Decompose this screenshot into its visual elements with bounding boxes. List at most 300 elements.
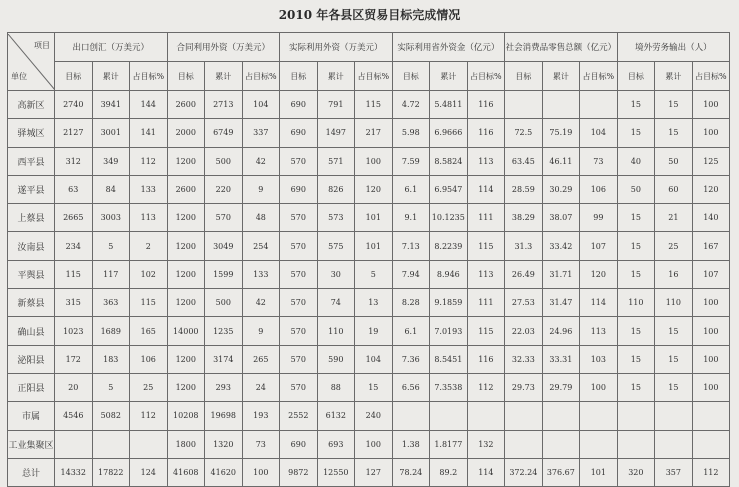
table-cell: 100 xyxy=(692,289,730,317)
table-cell: 24.96 xyxy=(542,317,580,345)
table-cell: 133 xyxy=(130,175,168,203)
table-cell: 7.36 xyxy=(392,345,430,373)
table-cell: 234 xyxy=(55,232,93,260)
table-cell: 320 xyxy=(617,458,655,486)
table-cell: 193 xyxy=(242,402,280,430)
subheader-cumulative: 累计 xyxy=(317,62,355,91)
table-cell: 349 xyxy=(92,147,130,175)
table-cell: 17822 xyxy=(92,458,130,486)
table-cell xyxy=(692,402,730,430)
table-cell: 1320 xyxy=(205,430,243,458)
subheader-target: 目标 xyxy=(280,62,318,91)
table-cell: 1235 xyxy=(205,317,243,345)
table-cell: 48 xyxy=(242,204,280,232)
table-cell: 7.94 xyxy=(392,260,430,288)
table-cell: 111 xyxy=(467,289,505,317)
table-cell: 15 xyxy=(655,373,693,401)
table-cell: 570 xyxy=(280,373,318,401)
table-cell: 103 xyxy=(580,345,618,373)
table-cell xyxy=(505,91,543,119)
table-cell: 12550 xyxy=(317,458,355,486)
table-cell: 21 xyxy=(655,204,693,232)
table-cell: 172 xyxy=(55,345,93,373)
table-cell: 693 xyxy=(317,430,355,458)
table-cell: 9872 xyxy=(280,458,318,486)
table-cell: 33.31 xyxy=(542,345,580,373)
table-cell: 9 xyxy=(242,317,280,345)
table-cell: 15 xyxy=(617,345,655,373)
table-cell: 2127 xyxy=(55,119,93,147)
table-cell: 690 xyxy=(280,119,318,147)
table-cell: 112 xyxy=(467,373,505,401)
table-cell: 2600 xyxy=(167,175,205,203)
table-cell: 106 xyxy=(580,175,618,203)
table-cell: 113 xyxy=(580,317,618,345)
table-cell: 573 xyxy=(317,204,355,232)
table-cell: 570 xyxy=(280,147,318,175)
table-row xyxy=(8,289,730,317)
table-cell: 141 xyxy=(130,119,168,147)
row-unit-label: 西平县 xyxy=(8,147,55,175)
table-cell: 78.24 xyxy=(392,458,430,486)
subheader-cumulative: 累计 xyxy=(430,62,468,91)
table-cell: 240 xyxy=(355,402,393,430)
table-cell: 8.2239 xyxy=(430,232,468,260)
table-cell: 791 xyxy=(317,91,355,119)
table-cell: 363 xyxy=(92,289,130,317)
table-cell: 16 xyxy=(655,260,693,288)
table-cell: 132 xyxy=(467,430,505,458)
table-cell: 100 xyxy=(580,373,618,401)
table-cell: 6132 xyxy=(317,402,355,430)
table-cell: 113 xyxy=(467,260,505,288)
table-row xyxy=(8,91,730,119)
table-cell: 125 xyxy=(692,147,730,175)
table-cell: 13 xyxy=(355,289,393,317)
table-cell: 133 xyxy=(242,260,280,288)
table-row xyxy=(8,260,730,288)
table-cell: 2665 xyxy=(55,204,93,232)
table-cell: 6.9547 xyxy=(430,175,468,203)
row-unit-label: 总计 xyxy=(8,458,55,486)
table-cell: 1689 xyxy=(92,317,130,345)
table-cell: 111 xyxy=(467,204,505,232)
table-cell xyxy=(617,402,655,430)
table-cell: 7.3538 xyxy=(430,373,468,401)
table-cell: 1497 xyxy=(317,119,355,147)
table-row xyxy=(8,119,730,147)
table-cell: 41620 xyxy=(205,458,243,486)
table-cell: 46.11 xyxy=(542,147,580,175)
table-row xyxy=(8,402,730,430)
table-cell: 5 xyxy=(92,373,130,401)
table-cell: 100 xyxy=(692,317,730,345)
table-cell xyxy=(392,402,430,430)
table-cell: 575 xyxy=(317,232,355,260)
table-cell: 99 xyxy=(580,204,618,232)
table-cell: 115 xyxy=(130,289,168,317)
table-cell: 3003 xyxy=(92,204,130,232)
table-cell: 5 xyxy=(355,260,393,288)
table-cell: 100 xyxy=(692,373,730,401)
group-header-export: 出口创汇（万美元） xyxy=(55,33,168,62)
table-cell: 29.73 xyxy=(505,373,543,401)
table-cell: 31.71 xyxy=(542,260,580,288)
table-cell xyxy=(505,430,543,458)
table-cell: 7.59 xyxy=(392,147,430,175)
table-cell: 41608 xyxy=(167,458,205,486)
row-unit-label: 确山县 xyxy=(8,317,55,345)
table-row xyxy=(8,175,730,203)
table-cell: 8.946 xyxy=(430,260,468,288)
table-cell: 15 xyxy=(355,373,393,401)
table-cell: 165 xyxy=(130,317,168,345)
table-cell xyxy=(617,430,655,458)
table-cell: 63 xyxy=(55,175,93,203)
table-cell: 1200 xyxy=(167,345,205,373)
table-cell: 104 xyxy=(355,345,393,373)
table-cell xyxy=(430,402,468,430)
table-cell: 15 xyxy=(617,119,655,147)
table-cell: 100 xyxy=(692,91,730,119)
row-unit-label: 上蔡县 xyxy=(8,204,55,232)
table-cell: 690 xyxy=(280,175,318,203)
table-cell: 15 xyxy=(655,317,693,345)
table-cell: 110 xyxy=(317,317,355,345)
table-cell: 29.79 xyxy=(542,373,580,401)
table-cell: 63.45 xyxy=(505,147,543,175)
table-cell xyxy=(655,402,693,430)
table-cell: 372.24 xyxy=(505,458,543,486)
table-cell: 15 xyxy=(655,91,693,119)
table-cell xyxy=(130,430,168,458)
table-cell: 104 xyxy=(242,91,280,119)
table-cell: 14000 xyxy=(167,317,205,345)
table-cell: 312 xyxy=(55,147,93,175)
table-cell: 7.0193 xyxy=(430,317,468,345)
table-cell: 104 xyxy=(580,119,618,147)
table-cell: 30 xyxy=(317,260,355,288)
table-cell: 3941 xyxy=(92,91,130,119)
table-cell: 114 xyxy=(467,458,505,486)
table-cell: 570 xyxy=(280,204,318,232)
table-cell: 144 xyxy=(130,91,168,119)
table-cell: 127 xyxy=(355,458,393,486)
table-cell: 570 xyxy=(280,289,318,317)
table-cell: 15 xyxy=(655,119,693,147)
table-cell xyxy=(542,402,580,430)
table-row xyxy=(8,373,730,401)
table-cell xyxy=(580,402,618,430)
subheader-percent: 占目标% xyxy=(467,62,505,91)
table-cell: 1200 xyxy=(167,289,205,317)
table-cell: 15 xyxy=(655,345,693,373)
table-cell: 38.29 xyxy=(505,204,543,232)
group-header-actual-fdi: 实际利用外资（万美元） xyxy=(280,33,393,62)
table-cell: 570 xyxy=(280,345,318,373)
table-cell: 31.47 xyxy=(542,289,580,317)
table-cell: 25 xyxy=(130,373,168,401)
subheader-percent: 占目标% xyxy=(242,62,280,91)
table-cell: 100 xyxy=(692,119,730,147)
table-cell: 1.38 xyxy=(392,430,430,458)
table-cell: 120 xyxy=(580,260,618,288)
row-unit-label: 正阳县 xyxy=(8,373,55,401)
table-row xyxy=(8,147,730,175)
table-row xyxy=(8,204,730,232)
table-cell xyxy=(542,430,580,458)
table-cell: 167 xyxy=(692,232,730,260)
table-cell: 570 xyxy=(280,260,318,288)
table-cell: 3001 xyxy=(92,119,130,147)
table-cell: 114 xyxy=(580,289,618,317)
subheader-target: 目标 xyxy=(392,62,430,91)
table-cell: 112 xyxy=(130,402,168,430)
table-cell: 26.49 xyxy=(505,260,543,288)
table-cell: 100 xyxy=(355,430,393,458)
table-cell: 9.1 xyxy=(392,204,430,232)
table-cell: 42 xyxy=(242,147,280,175)
table-cell: 2740 xyxy=(55,91,93,119)
table-cell: 8.5451 xyxy=(430,345,468,373)
row-unit-label: 市属 xyxy=(8,402,55,430)
table-cell: 20 xyxy=(55,373,93,401)
table-cell: 2600 xyxy=(167,91,205,119)
table-cell: 1599 xyxy=(205,260,243,288)
table-cell: 5.4811 xyxy=(430,91,468,119)
table-cell xyxy=(542,91,580,119)
table-cell: 9.1859 xyxy=(430,289,468,317)
table-cell: 2000 xyxy=(167,119,205,147)
table-cell: 102 xyxy=(130,260,168,288)
table-cell: 293 xyxy=(205,373,243,401)
table-row xyxy=(8,345,730,373)
row-unit-label: 平舆县 xyxy=(8,260,55,288)
table-cell: 826 xyxy=(317,175,355,203)
table-cell: 110 xyxy=(655,289,693,317)
table-cell: 124 xyxy=(130,458,168,486)
table-cell: 88 xyxy=(317,373,355,401)
subheader-cumulative: 累计 xyxy=(655,62,693,91)
table-cell: 1200 xyxy=(167,147,205,175)
row-unit-label: 高新区 xyxy=(8,91,55,119)
table-cell: 112 xyxy=(692,458,730,486)
table-cell: 590 xyxy=(317,345,355,373)
table-cell: 5 xyxy=(92,232,130,260)
table-cell: 315 xyxy=(55,289,93,317)
table-cell: 15 xyxy=(617,373,655,401)
table-cell: 117 xyxy=(92,260,130,288)
table-cell: 120 xyxy=(692,175,730,203)
table-cell: 15 xyxy=(617,317,655,345)
subheader-target: 目标 xyxy=(167,62,205,91)
table-cell: 15 xyxy=(617,232,655,260)
table-cell: 5.98 xyxy=(392,119,430,147)
table-cell xyxy=(505,402,543,430)
table-cell: 100 xyxy=(242,458,280,486)
table-cell: 100 xyxy=(355,147,393,175)
table-cell: 1023 xyxy=(55,317,93,345)
table-cell: 114 xyxy=(467,175,505,203)
table-cell: 6.9666 xyxy=(430,119,468,147)
table-cell: 15 xyxy=(617,260,655,288)
table-cell: 500 xyxy=(205,147,243,175)
table-row xyxy=(8,317,730,345)
table-cell: 116 xyxy=(467,345,505,373)
table-cell: 115 xyxy=(467,232,505,260)
row-unit-label: 工业集聚区 xyxy=(8,430,55,458)
table-cell: 6.56 xyxy=(392,373,430,401)
table-cell: 42 xyxy=(242,289,280,317)
corner-unit-label: 单位 xyxy=(11,71,27,81)
table-cell: 19 xyxy=(355,317,393,345)
table-cell: 116 xyxy=(467,91,505,119)
group-header-contract-fdi: 合同利用外资（万美元） xyxy=(167,33,280,62)
subheader-cumulative: 累计 xyxy=(92,62,130,91)
table-cell: 25 xyxy=(655,232,693,260)
table-cell: 6749 xyxy=(205,119,243,147)
subheader-percent: 占目标% xyxy=(130,62,168,91)
corner-item-label: 项目 xyxy=(34,40,50,50)
table-cell: 32.33 xyxy=(505,345,543,373)
table-cell: 217 xyxy=(355,119,393,147)
subheader-target: 目标 xyxy=(617,62,655,91)
table-cell: 570 xyxy=(280,317,318,345)
table-cell: 22.03 xyxy=(505,317,543,345)
subheader-percent: 占目标% xyxy=(692,62,730,91)
table-cell: 337 xyxy=(242,119,280,147)
table-cell: 115 xyxy=(355,91,393,119)
table-cell: 690 xyxy=(280,430,318,458)
table-cell: 28.59 xyxy=(505,175,543,203)
subheader-target: 目标 xyxy=(55,62,93,91)
table-cell: 100 xyxy=(692,345,730,373)
table-cell: 220 xyxy=(205,175,243,203)
table-cell xyxy=(92,430,130,458)
table-cell xyxy=(467,402,505,430)
table-cell: 74 xyxy=(317,289,355,317)
table-cell: 2713 xyxy=(205,91,243,119)
table-cell: 112 xyxy=(130,147,168,175)
table-cell: 10.1235 xyxy=(430,204,468,232)
table-cell: 1200 xyxy=(167,232,205,260)
table-cell: 500 xyxy=(205,289,243,317)
table-cell: 4546 xyxy=(55,402,93,430)
table-cell xyxy=(692,430,730,458)
table-cell: 140 xyxy=(692,204,730,232)
table-cell: 10208 xyxy=(167,402,205,430)
group-header-domestic-capital: 实际利用省外资金（亿元） xyxy=(392,33,505,62)
header-corner-cell xyxy=(8,33,55,91)
row-unit-label: 驿城区 xyxy=(8,119,55,147)
table-cell: 14332 xyxy=(55,458,93,486)
group-header-retail-sales: 社会消费品零售总额（亿元） xyxy=(505,33,618,62)
table-body xyxy=(8,91,730,487)
table-cell: 3174 xyxy=(205,345,243,373)
table-cell xyxy=(580,430,618,458)
row-unit-label: 遂平县 xyxy=(8,175,55,203)
table-cell: 1.8177 xyxy=(430,430,468,458)
table-cell: 33.42 xyxy=(542,232,580,260)
table-cell: 106 xyxy=(130,345,168,373)
table-cell: 1200 xyxy=(167,204,205,232)
table-cell: 3049 xyxy=(205,232,243,260)
row-unit-label: 新蔡县 xyxy=(8,289,55,317)
table-cell: 6.1 xyxy=(392,317,430,345)
table-row xyxy=(8,430,730,458)
table-cell: 50 xyxy=(655,147,693,175)
table-cell: 40 xyxy=(617,147,655,175)
table-cell: 570 xyxy=(205,204,243,232)
table-cell: 4.72 xyxy=(392,91,430,119)
table-cell: 116 xyxy=(467,119,505,147)
table-cell: 254 xyxy=(242,232,280,260)
table-cell: 6.1 xyxy=(392,175,430,203)
table-cell: 107 xyxy=(692,260,730,288)
page-title: 2010 年各县区贸易目标完成情况 xyxy=(278,8,461,22)
table-cell: 73 xyxy=(242,430,280,458)
table-cell: 50 xyxy=(617,175,655,203)
table-cell: 19698 xyxy=(205,402,243,430)
table-cell xyxy=(655,430,693,458)
table-cell: 24 xyxy=(242,373,280,401)
table-cell: 357 xyxy=(655,458,693,486)
table-cell: 1200 xyxy=(167,373,205,401)
table-cell: 265 xyxy=(242,345,280,373)
table-cell: 27.53 xyxy=(505,289,543,317)
table-cell: 571 xyxy=(317,147,355,175)
table-cell: 84 xyxy=(92,175,130,203)
table-cell: 110 xyxy=(617,289,655,317)
table-cell: 60 xyxy=(655,175,693,203)
trade-target-table xyxy=(7,32,730,487)
table-cell: 690 xyxy=(280,91,318,119)
table-cell: 8.5824 xyxy=(430,147,468,175)
table-cell: 101 xyxy=(355,204,393,232)
table-cell: 15 xyxy=(617,91,655,119)
table-cell: 376.67 xyxy=(542,458,580,486)
subheader-cumulative: 累计 xyxy=(542,62,580,91)
table-cell: 7.13 xyxy=(392,232,430,260)
subheader-cumulative: 累计 xyxy=(205,62,243,91)
row-unit-label: 泌阳县 xyxy=(8,345,55,373)
subheader-target: 目标 xyxy=(505,62,543,91)
table-cell: 113 xyxy=(130,204,168,232)
table-cell: 9 xyxy=(242,175,280,203)
table-cell: 8.28 xyxy=(392,289,430,317)
row-unit-label: 汝南县 xyxy=(8,232,55,260)
table-cell: 120 xyxy=(355,175,393,203)
table-cell: 113 xyxy=(467,147,505,175)
table-cell: 1800 xyxy=(167,430,205,458)
table-cell: 115 xyxy=(467,317,505,345)
table-cell: 31.3 xyxy=(505,232,543,260)
table-row xyxy=(8,232,730,260)
table-cell: 89.2 xyxy=(430,458,468,486)
subheader-percent: 占目标% xyxy=(580,62,618,91)
table-cell: 38.07 xyxy=(542,204,580,232)
table-cell: 183 xyxy=(92,345,130,373)
table-cell: 107 xyxy=(580,232,618,260)
table-cell: 15 xyxy=(617,204,655,232)
subheader-percent: 占目标% xyxy=(355,62,393,91)
table-cell: 5082 xyxy=(92,402,130,430)
table-cell: 73 xyxy=(580,147,618,175)
table-cell: 30.29 xyxy=(542,175,580,203)
table-cell: 1200 xyxy=(167,260,205,288)
group-header-labor-export: 境外劳务输出（人） xyxy=(617,33,730,62)
table-cell: 75.19 xyxy=(542,119,580,147)
